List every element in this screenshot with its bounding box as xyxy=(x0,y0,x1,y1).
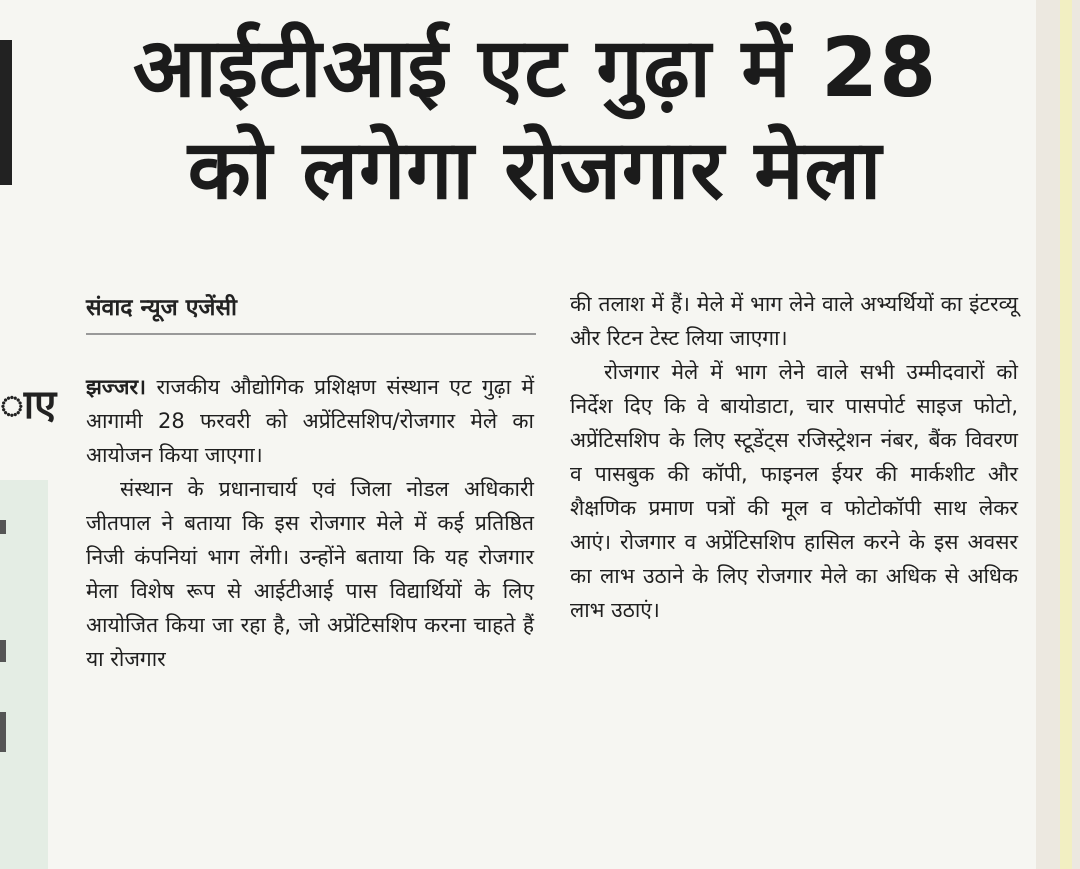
article-paragraph: संस्थान के प्रधानाचार्य एवं जिला नोडल अधिकारी जीतपाल ने बताया कि इस रोजगार मेले में कई प्रतिष्ठित निजी कंपनियां भाग लेंगी। उन्होंने बताया कि यह रोजगार मेला विशेष रूप से आईटीआई पास विद्यार्थियों के लिए आयोजित किया जा रहा है, जो अप्रेंटिसशिप करना चाहते हैं या रोजगार xyxy=(86,477,534,671)
article-column-right xyxy=(570,287,1018,627)
page-edge-strip xyxy=(1060,0,1072,869)
headline xyxy=(70,18,1000,222)
dateline: झज्जर। xyxy=(86,375,147,399)
adjacent-headline-fragment xyxy=(0,40,12,185)
adjacent-ad-fragment xyxy=(0,480,48,869)
byline: संवाद न्यूज एजेंसी xyxy=(86,295,238,321)
adjacent-column-bleed xyxy=(0,0,62,869)
page-edge xyxy=(1036,0,1080,869)
article-paragraph xyxy=(86,370,534,472)
paragraph-text: राजकीय औद्योगिक प्रशिक्षण संस्थान एट गुढ़ा में आगामी 28 फरवरी को अप्रेंटिसशिप/रोजगार मेले का आयोजन किया जाएगा। xyxy=(86,375,535,467)
headline-line-2: को लगेगा रोजगार मेला xyxy=(187,123,883,218)
article-column-left xyxy=(86,370,534,676)
headline-line-1: आईटीआई एट गुढ़ा में 28 xyxy=(132,21,938,116)
byline-divider xyxy=(86,333,536,335)
adjacent-mark xyxy=(0,712,6,752)
adjacent-mark xyxy=(0,640,6,662)
adjacent-mark xyxy=(0,520,6,534)
article-paragraph: रोजगार मेले में भाग लेने वाले सभी उम्मीदवारों को निर्देश दिए कि वे बायोडाटा, चार पासपोर्ट साइज फोटो, अप्रेंटिसशिप के लिए स्टूडेंट्स रजिस्ट्रेशन नंबर, बैंक विवरण व पासबुक की कॉपी, फाइनल ईयर की मार्कशीट और शैक्षणिक प्रमाण पत्रों की मूल व फोटोकॉपी साथ लेकर आएं। रोजगार व अप्रेंटिसशिप हासिल करने के इस अवसर का लाभ उठाने के लिए रोजगार मेले का अधिक से अधिक लाभ उठाएं। xyxy=(570,360,1018,622)
article-paragraph: की तलाश में हैं। मेले में भाग लेने वाले अभ्यर्थियों का इंटरव्यू और रिटन टेस्ट लिया जाएगा। xyxy=(570,292,1018,350)
adjacent-text-fragment: ाए xyxy=(0,382,57,428)
